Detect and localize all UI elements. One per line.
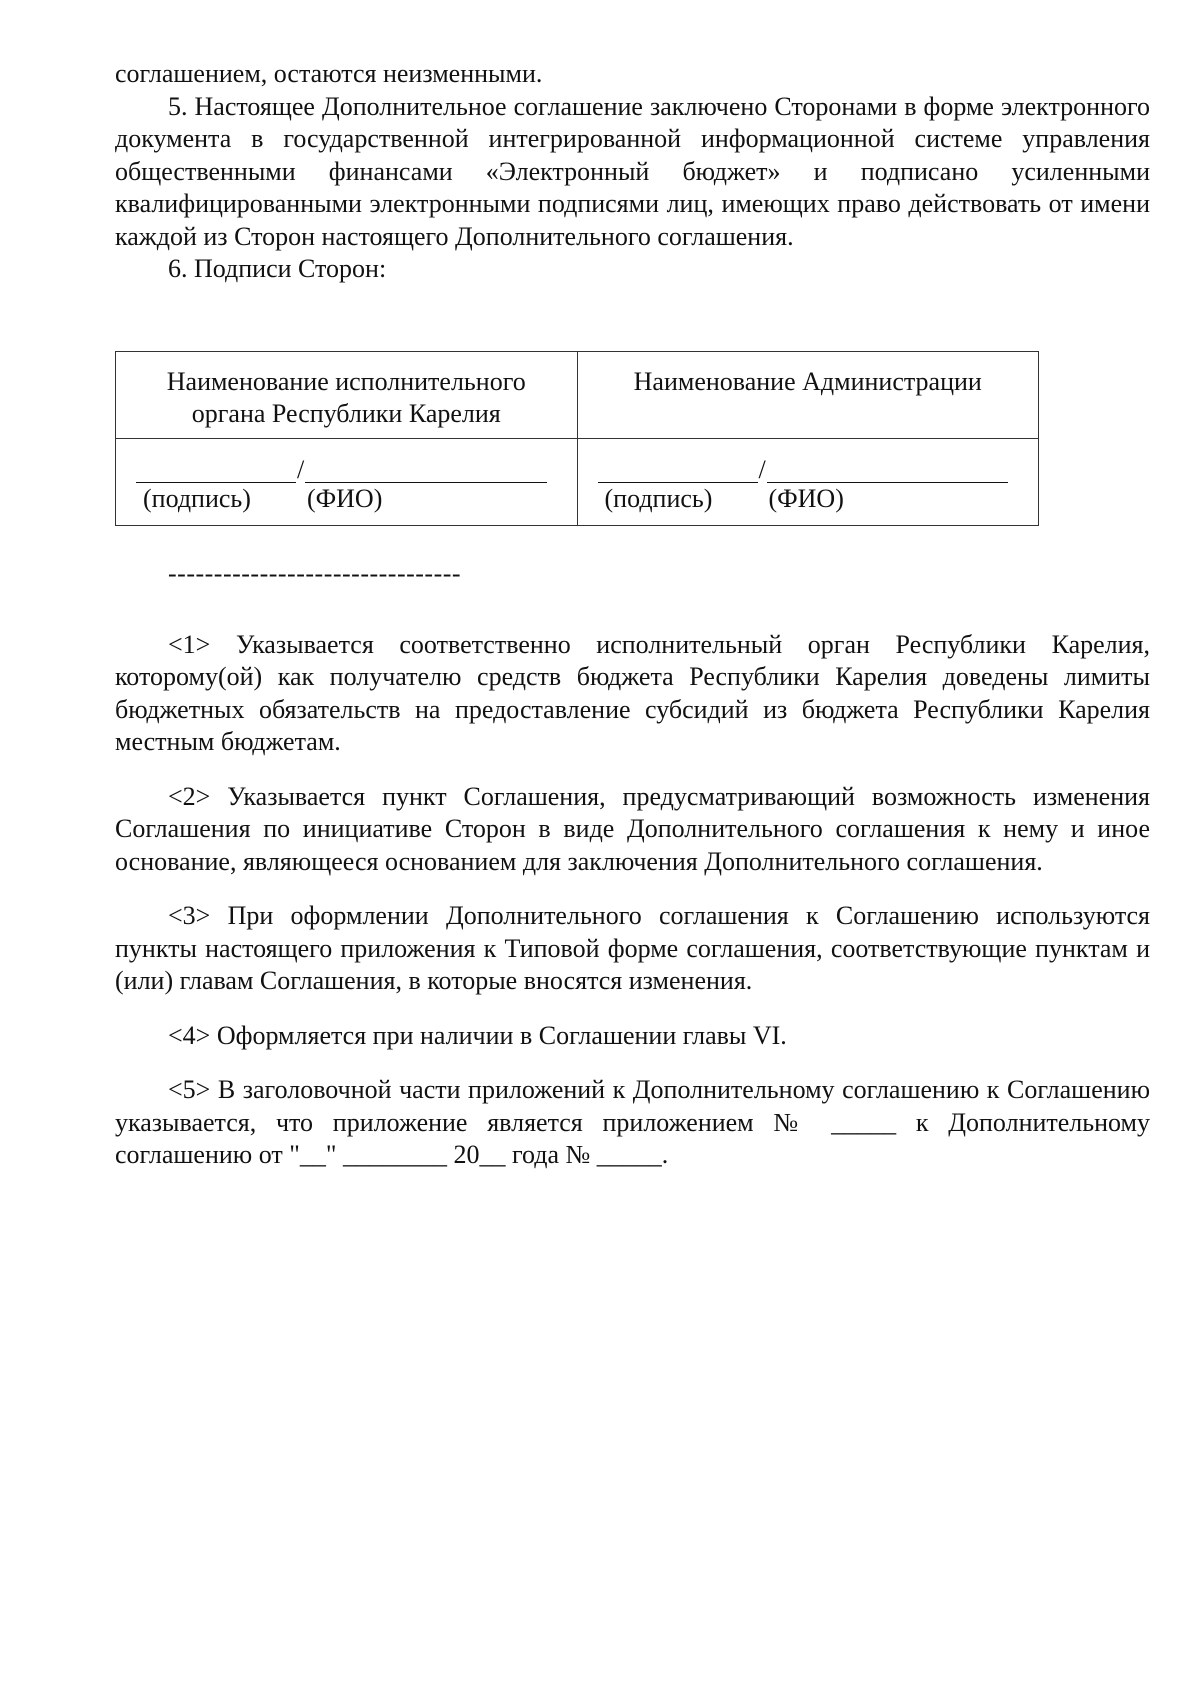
left-party-header: Наименование исполнительного органа Республики Карелия <box>116 352 578 439</box>
slash: / <box>297 455 305 484</box>
footnote-1: <1> Указывается соответственно исполнительный орган Республики Карелия, которому(ой) как получателю средств бюджета Республики Карелия доведены лимиты бюджетных обязательств на предоставление субсидий из бюджета Республики Карелия местным бюджетам. <box>115 629 1150 756</box>
document-body <box>115 58 1150 286</box>
footnote-separator: -------------------------------- <box>168 559 462 588</box>
paragraph-continuation: соглашением, остаются неизменными. <box>115 59 543 88</box>
left-signature-labels <box>143 483 382 515</box>
paragraph-6: 6. Подписи Сторон: <box>168 254 387 283</box>
fio-label: (ФИО) <box>768 484 844 513</box>
fio-blank <box>305 460 546 483</box>
right-signature-line <box>598 457 1009 483</box>
signature-label: (подпись) <box>143 484 251 513</box>
fio-blank <box>767 460 1008 483</box>
left-signature-cell <box>116 439 578 526</box>
right-party-header: Наименование Администрации <box>577 352 1039 439</box>
right-signature-cell <box>577 439 1039 526</box>
fio-label: (ФИО) <box>306 484 383 513</box>
footnote-5: <5> В заголовочной части приложений к Дополнительному соглашению к Соглашению указывается, что приложение является приложением № _____ к Дополнительному соглашению от "__" ________ 20__ года № _____. <box>115 1075 1150 1169</box>
signature-blank <box>598 460 758 483</box>
right-signature-labels <box>605 483 844 515</box>
signature-label: (подпись) <box>604 484 713 513</box>
footnote-2: <2> Указывается пункт Соглашения, предусматривающий возможность изменения Соглашения по инициативе Сторон в виде Дополнительного соглашения к нему и иное основание, являющееся основанием для заключения Дополнительного соглашения. <box>115 781 1150 876</box>
footnote-3: <3> При оформлении Дополнительного соглашения к Соглашению используются пункты настоящего приложения к Типовой форме соглашения, соответствующие пунктам и (или) главам Соглашения, в которые вносятся изменения. <box>115 901 1150 995</box>
footnote-4: <4> Оформляется при наличии в Соглашении главы VI. <box>168 1020 787 1050</box>
signature-table <box>115 351 1039 526</box>
paragraph-5: 5. Настоящее Дополнительное соглашение заключено Сторонами в форме электронного документа в государственной интегрированной информационной системе управления общественными финансами «Электронный бюджет» и подписано усиленными квалифицированными электронными подписями лиц, имеющих право действовать от имени каждой из Сторон настоящего Дополнительного соглашения. <box>115 91 1150 251</box>
signature-blank <box>136 460 296 483</box>
footnotes-section <box>115 558 1150 1194</box>
left-signature-line <box>136 457 547 483</box>
slash: / <box>758 455 766 484</box>
